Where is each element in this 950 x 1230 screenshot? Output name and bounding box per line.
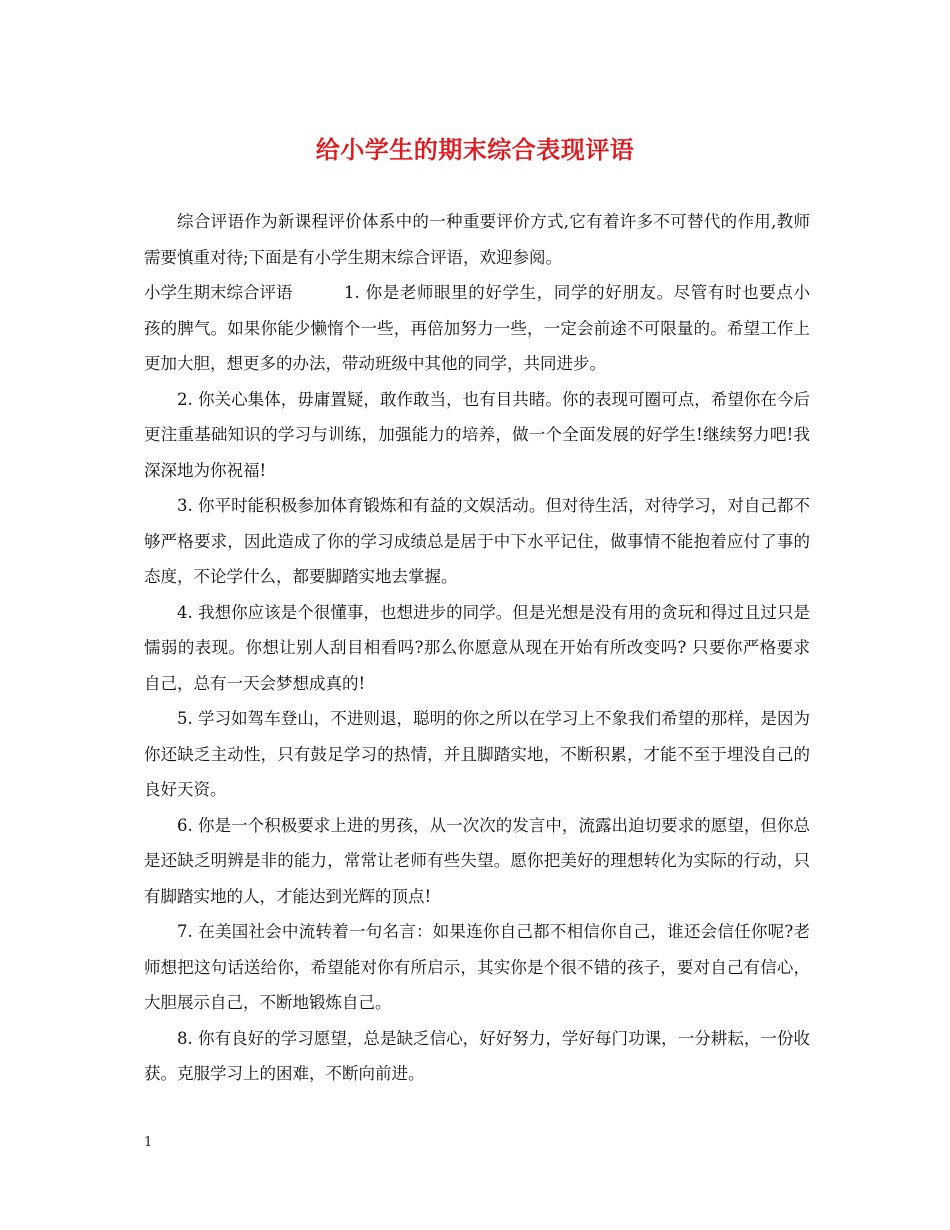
comment-paragraph-8: 8. 你有良好的学习愿望，总是缺乏信心，好好努力，学好每门功课，一分耕耘，一份收获。克服学习上的困难，不断向前进。 (144, 1028, 810, 1083)
comment-paragraph-7: 7. 在美国社会中流转着一句名言：如果连你自己都不相信你自己，谁还会信任你呢?老师想把这句话送给你，希望能对你有所启示，其实你是个很不错的孩子，要对自己有信心，大胆展示自己，不断地锻炼自己。 (144, 922, 810, 1012)
comment-paragraph-5: 5. 学习如驾车登山，不进则退，聪明的你之所以在学习上不象我们希望的那样，是因为你还缺乏主动性，只有鼓足学习的热情，并且脚踏实地，不断积累，才能不至于埋没自己的良好天资。 (144, 709, 810, 799)
comment-paragraph-4: 4. 我想你应该是个很懂事，也想进步的同学。但是光想是没有用的贪玩和得过且过只是懦弱的表现。你想让别人刮目相看吗?那么你愿意从现在开始有所改变吗? 只要你严格要求自己，总有一天会梦想成真的! (144, 602, 810, 693)
comment-paragraph-2: 2. 你关心集体，毋庸置疑，敢作敢当，也有目共睹。你的表现可圈可点，希望你在今后更注重基础知识的学习与训练，加强能力的培养，做一个全面发展的好学生!继续努力吧!我深深地为你祝福! (144, 389, 810, 480)
comment-paragraph-1 (144, 275, 810, 382)
comment-paragraph-3: 3. 你平时能积极参加体育锻炼和有益的文娱活动。但对待生活，对待学习，对自己都不够严格要求，因此造成了你的学习成绩总是居于中下水平记住，做事情不能抱着应付了事的态度，不论学什么，都要脚踏实地去掌握。 (144, 496, 810, 586)
page-number: 1 (144, 1135, 153, 1150)
section-heading: 小学生期末综合评语 (144, 283, 293, 302)
comment-paragraph-6: 6. 你是一个积极要求上进的男孩，从一次次的发言中，流露出迫切要求的愿望，但你总是还缺乏明辨是非的能力，常常让老师有些失望。愿你把美好的理想转化为实际的行动，只有脚踏实地的人，才能达到光辉的顶点! (144, 815, 810, 906)
intro-paragraph: 综合评语作为新课程评价体系中的一种重要评价方式,它有着许多不可替代的作用,教师需要慎重对待;下面是有小学生期末综合评语，欢迎参阅。 (144, 212, 810, 267)
document-title: 给小学生的期末综合表现评语 (315, 135, 635, 164)
comment-text: 1. 你是老师眼里的好学生，同学的好朋友。尽管有时也要点小孩的脾气。如果你能少懒惰个一些，再倍加努力一些，一定会前途不可限量的。希望工作上更加大胆，想更多的办法，带动班级中其他的同学，共同进步。 (144, 283, 810, 373)
document-body (144, 204, 810, 1092)
